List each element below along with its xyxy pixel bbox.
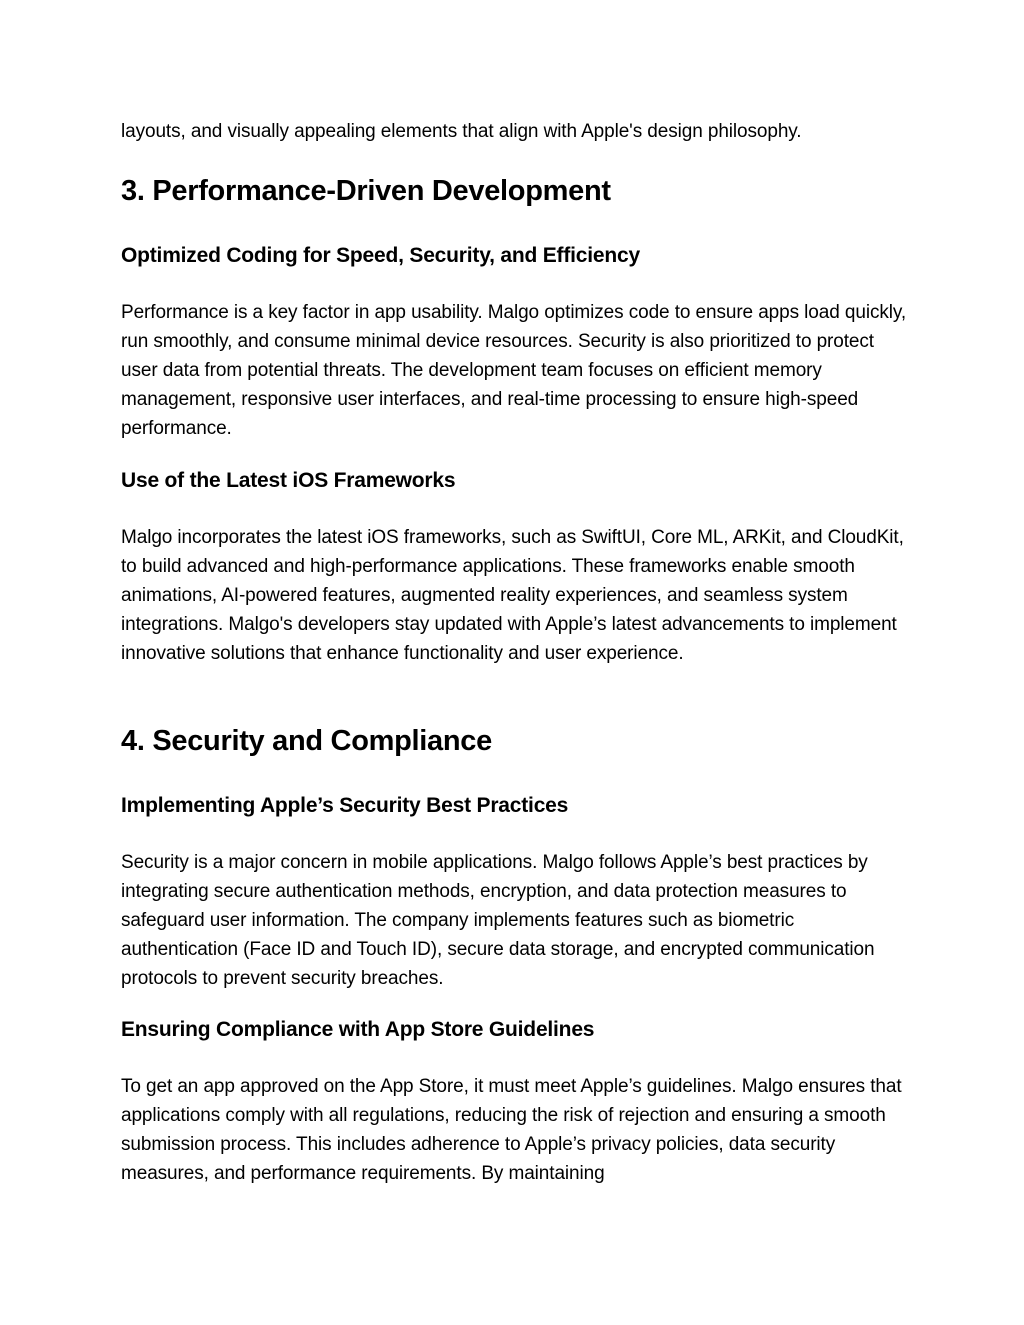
section-3-2-heading: Use of the Latest iOS Frameworks bbox=[121, 469, 456, 492]
section-4-1-heading: Implementing Apple’s Security Best Practices bbox=[121, 794, 569, 817]
section-3-1-body: Performance is a key factor in app usability. Malgo optimizes code to ensure apps load quickly, run smoothly, and consume minimal device resources. Security is also prioritized to protect user data from potential threats. The development team focuses on efficient memory management, responsive user interfaces, and real-time processing to ensure high-speed performance. bbox=[121, 302, 907, 439]
section-4-heading: 4. Security and Compliance bbox=[121, 725, 492, 757]
section-4-1-body: Security is a major concern in mobile applications. Malgo follows Apple’s best practices by integrating secure authentication methods, encryption, and data protection measures to safeguard user information. The company implements features such as biometric authentication (Face ID and Touch ID), secure data storage, and encrypted communication protocols to prevent security breaches. bbox=[121, 852, 875, 989]
section-3-1-heading: Optimized Coding for Speed, Security, and Efficiency bbox=[121, 244, 640, 267]
section-4-2-heading: Ensuring Compliance with App Store Guidelines bbox=[121, 1018, 595, 1041]
section-4-2-body: To get an app approved on the App Store, it must meet Apple’s guidelines. Malgo ensures that applications comply with all regulations, reducing the risk of rejection and ensuring a smooth submission process. This includes adherence to Apple’s privacy policies, data security measures, and performance requirements. By maintaining bbox=[121, 1076, 902, 1184]
section-3-heading: 3. Performance-Driven Development bbox=[121, 175, 611, 207]
section-3-2-body: Malgo incorporates the latest iOS frameworks, such as SwiftUI, Core ML, ARKit, and CloudKit, to build advanced and high-performance applications. These frameworks enable smooth animations, AI-powered features, augmented reality experiences, and seamless system integrations. Malgo's developers stay updated with Apple’s latest advancements to implement innovative solutions that enhance functionality and user experience. bbox=[121, 527, 904, 664]
intro-fragment-paragraph: layouts, and visually appealing elements that align with Apple's design philosophy. bbox=[121, 121, 802, 142]
